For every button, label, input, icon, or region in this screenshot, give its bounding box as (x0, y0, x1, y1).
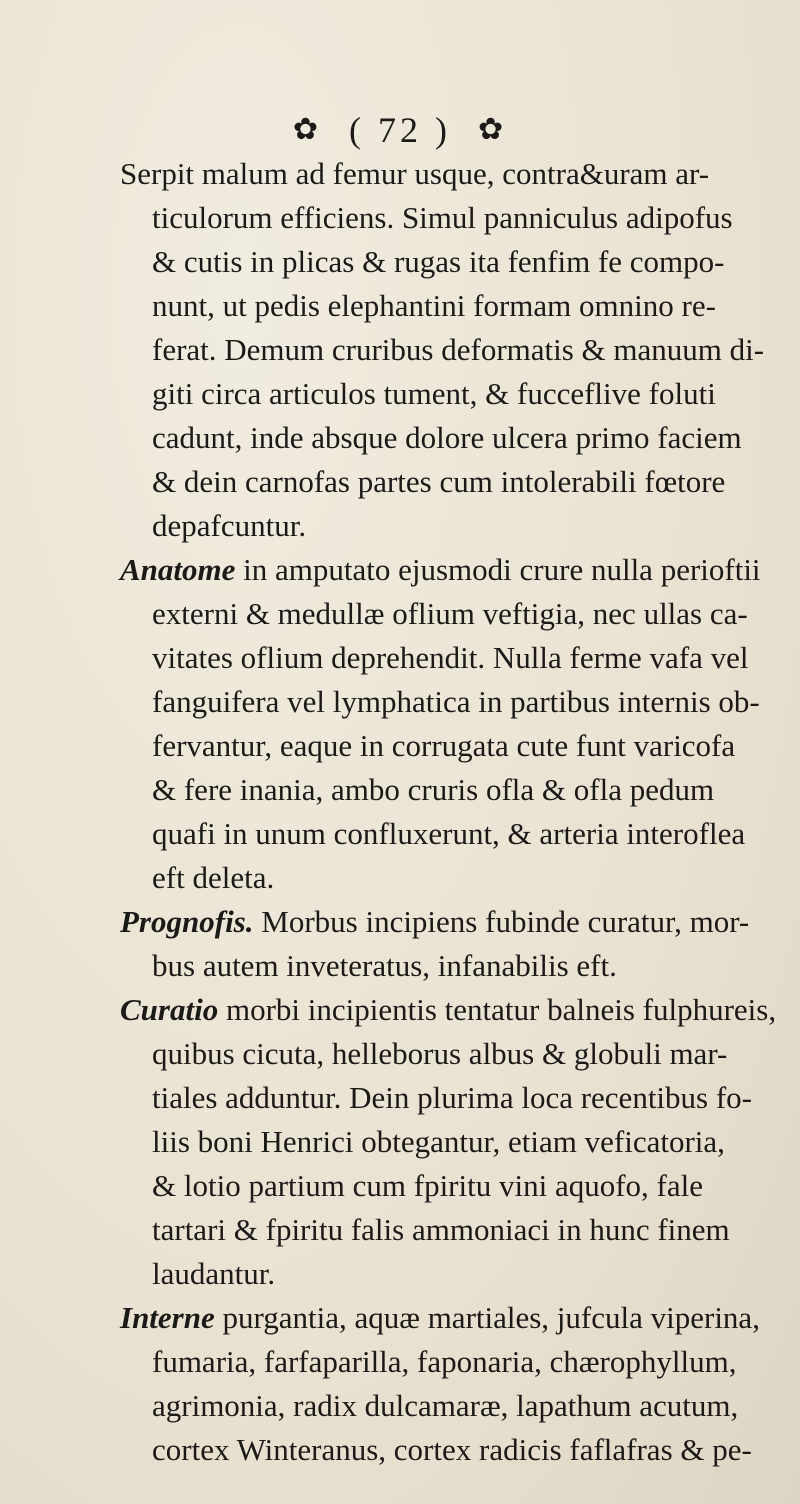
text-line: & cutis in plicas & rugas ita fenfim fe compo- (152, 244, 725, 279)
paragraph-prognosis (120, 900, 780, 988)
section-heading: Anatome (120, 552, 236, 587)
text-line: eft deleta. (152, 860, 275, 895)
text-line: quafi in unum confluxerunt, & arteria interoflea (152, 816, 746, 851)
section-heading: Curatio (120, 992, 219, 1027)
text-line: tiales adduntur. Dein plurima loca recentibus fo- (152, 1080, 753, 1115)
text-line: cortex Winteranus, cortex radicis faflafras & pe- (152, 1432, 752, 1467)
text-line: tartari & fpiritu falis ammoniaci in hunc finem (152, 1212, 730, 1247)
text-line: ferat. Demum cruribus deformatis & manuum di- (152, 332, 765, 367)
page-number: ( 72 ) (349, 109, 451, 150)
text-line-content: purgantia, aquæ martiales, jufcula viperina, (222, 1300, 760, 1335)
paragraph-curatio (120, 988, 780, 1296)
paragraph-interne (120, 1296, 780, 1472)
text-line: ticulorum efficiens. Simul panniculus adipofus (152, 200, 733, 235)
text-line-content: morbi incipientis tentatur balneis fulphureis, (225, 992, 777, 1027)
text-line: & dein carnofas partes cum intolerabili fœtore (152, 464, 726, 499)
text-line (120, 900, 780, 944)
text-line: fumaria, farfaparilla, faponaria, chærophyllum, (152, 1344, 737, 1379)
paragraph-anatome (120, 548, 780, 900)
text-line-content: Morbus incipiens fubinde curatur, mor- (261, 904, 750, 939)
text-line: fanguifera vel lymphatica in partibus internis ob- (152, 684, 760, 719)
text-line (120, 548, 780, 592)
page-body (120, 152, 780, 1472)
text-line: quibus cicuta, helleborus albus & globuli mar- (152, 1036, 728, 1071)
text-line: laudantur. (152, 1256, 276, 1291)
text-line: & lotio partium cum fpiritu vini aquofo, fale (152, 1168, 703, 1203)
flower-ornament-left-icon: ✿ (292, 112, 322, 146)
text-line: depafcuntur. (152, 508, 307, 543)
section-heading: Interne (120, 1300, 215, 1335)
flower-ornament-right-icon: ✿ (477, 112, 508, 146)
text-line: fervantur, eaque in corrugata cute funt varicofa (152, 728, 736, 763)
text-line (120, 988, 780, 1032)
text-line (120, 1296, 780, 1340)
text-line: liis boni Henrici obtegantur, etiam veficatoria, (152, 1124, 725, 1159)
text-line-content: in amputato ejusmodi crure nulla perioftii (243, 552, 761, 587)
text-line: giti circa articulos tument, & fucceflive foluti (152, 376, 716, 411)
text-line: agrimonia, radix dulcamaræ, lapathum acutum, (152, 1388, 739, 1423)
text-line: vitates oflium deprehendit. Nulla ferme vafa vel (152, 640, 749, 675)
text-line: bus autem inveteratus, infanabilis eft. (152, 948, 617, 983)
section-heading: Prognofis. (120, 904, 254, 939)
text-line: nunt, ut pedis elephantini formam omnino re- (152, 288, 716, 323)
text-line: externi & medullæ oflium veftigia, nec ullas ca- (152, 596, 748, 631)
text-line: cadunt, inde absque dolore ulcera primo faciem (152, 420, 742, 455)
text-line: Serpit malum ad femur usque, contra&uram ar- (120, 156, 710, 191)
text-line: & fere inania, ambo cruris ofla & ofla pedum (152, 772, 715, 807)
paragraph-symptoms (120, 152, 780, 548)
page-header (0, 104, 800, 152)
